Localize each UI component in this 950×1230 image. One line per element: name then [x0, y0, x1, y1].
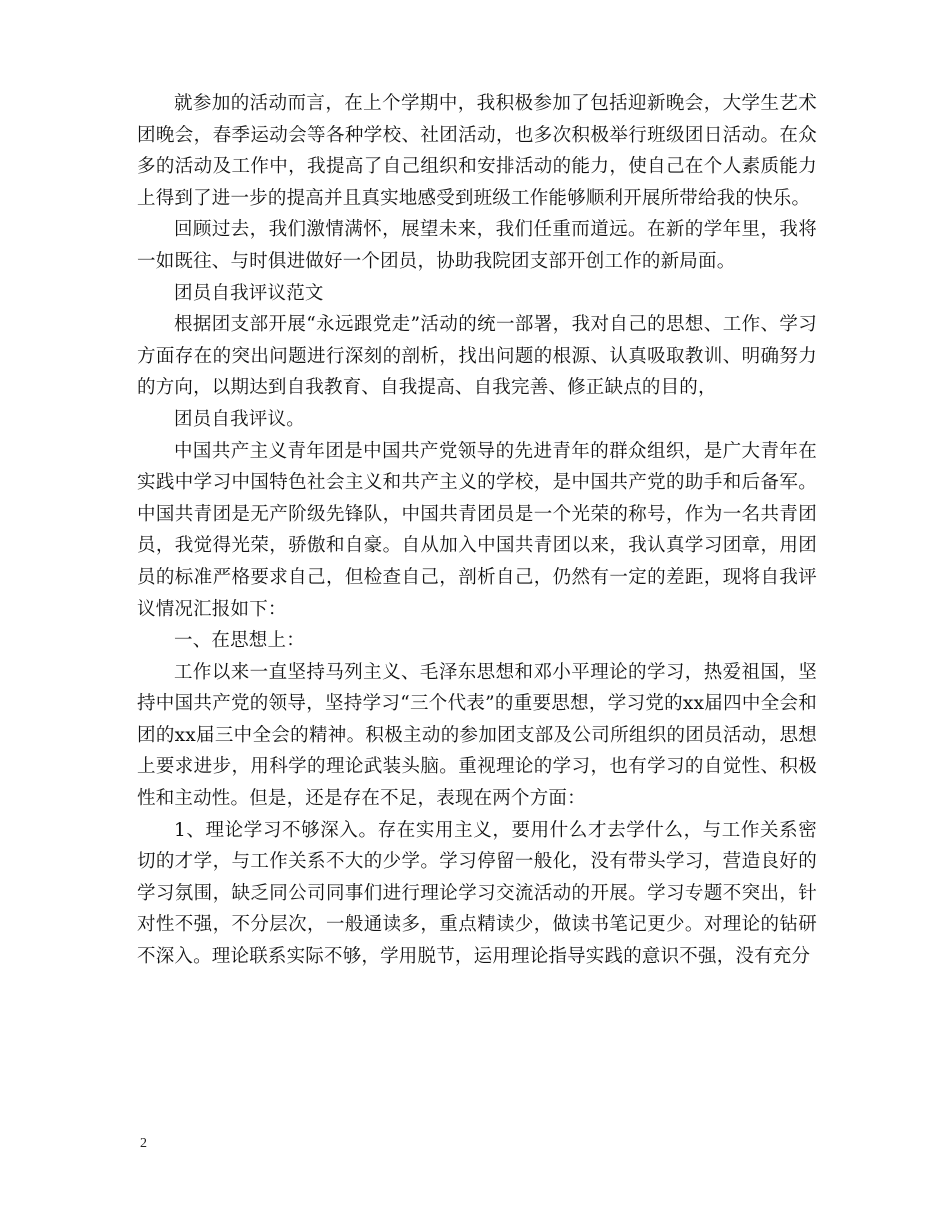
paragraph-deployment: 根据团支部开展“永远跟党走”活动的统一部署，我对自己的思想、工作、学习方面存在的突出问题进行深刻的剖析，找出问题的根源、认真吸取教训、明确努力的方向，以期达到自我教育、自我提高、自我完善、修正缺点的目的，: [137, 314, 817, 399]
paragraph-self-review: 团员自我评议。: [174, 408, 305, 430]
subheading-ideology: 一、在思想上：: [174, 630, 305, 652]
page-number: 2: [140, 1136, 147, 1151]
section-heading: 团员自我评议范文: [174, 282, 324, 304]
paragraph-activities: 就参加的活动而言，在上个学期中，我积极参加了包括迎新晚会，大学生艺术团晚会，春季运动会等各种学校、社团活动，也多次积极举行班级团日活动。在众多的活动及工作中，我提高了自己组织和安排活动的能力，使自己在个人素质能力上得到了进一步的提高并且真实地感受到班级工作能够顺利开展所带给我的快乐。: [137, 93, 817, 209]
paragraph-theory-study: 1、理论学习不够深入。存在实用主义，要用什么才去学什么，与工作关系密切的才学，与工作关系不大的少学。学习停留一般化，没有带头学习，营造良好的学习氛围，缺乏同公司同事们进行理论学习交流活动的开展。学习专题不突出，针对性不强，不分层次，一般通读多，重点精读少，做读书笔记更少。对理论的钻研不深入。理论联系实际不够，学用脱节，运用理论指导实践的意识不强，没有充分: [137, 819, 817, 968]
document-body: [137, 88, 817, 973]
paragraph-ideology: 工作以来一直坚持马列主义、毛泽东思想和邓小平理论的学习，热爱祖国，坚持中国共产党的领导，坚持学习“三个代表”的重要思想，学习党的xx届四中全会和团的xx届三中全会的精神。积极主动的参加团支部及公司所组织的团员活动，思想上要求进步，用科学的理论武装头脑。重视理论的学习，也有学习的自觉性、积极性和主动性。但是，还是存在不足，表现在两个方面：: [137, 661, 817, 810]
paragraph-league-intro: 中国共产主义青年团是中国共产党领导的先进青年的群众组织，是广大青年在实践中学习中国特色社会主义和共产主义的学校，是中国共产党的助手和后备军。中国共青团是无产阶级先锋队，中国共青团员是一个光荣的称号，作为一名共青团员，我觉得光荣，骄傲和自豪。自从加入中国共青团以来，我认真学习团章，用团员的标准严格要求自己，但检查自己，剖析自己，仍然有一定的差距，现将自我评议情况汇报如下：: [137, 440, 817, 620]
paragraph-review: 回顾过去，我们激情满怀，展望未来，我们任重而道远。在新的学年里，我将一如既往、与时俱进做好一个团员，协助我院团支部开创工作的新局面。: [137, 219, 817, 272]
